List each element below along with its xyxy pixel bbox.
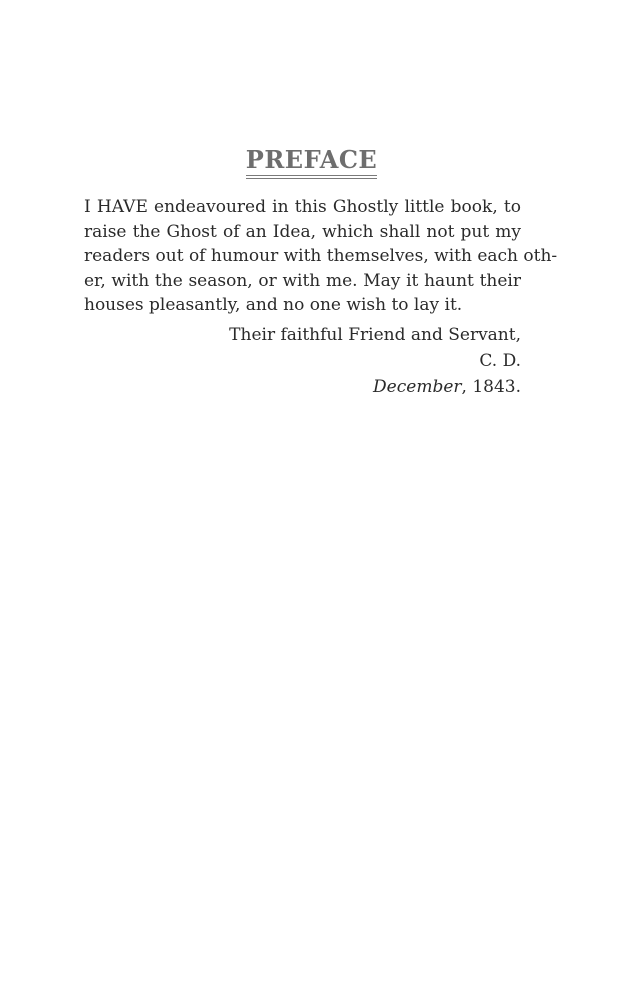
date-year: , 1843. xyxy=(461,377,521,397)
date-line xyxy=(84,374,521,400)
paragraph-line: er, with the season, or with me. May it haunt their xyxy=(84,270,521,291)
book-page xyxy=(84,0,558,1000)
page-title xyxy=(84,138,521,179)
preface-paragraph xyxy=(84,195,558,318)
author-initials: C. D. xyxy=(479,351,521,371)
paragraph-line: houses pleasantly, and no one wish to lay it. xyxy=(84,295,463,315)
paragraph-line: readers out of humour with themselves, with each oth- xyxy=(84,246,558,266)
paragraph-line: raise the Ghost of an Idea, which shall not put my xyxy=(84,221,521,242)
salutation: Their faithful Friend and Servant, xyxy=(229,325,521,345)
signature-block xyxy=(84,322,521,400)
date-month: December xyxy=(373,377,462,397)
preface-heading: PREFACE xyxy=(246,145,377,179)
paragraph-line: I HAVE endeavoured in this Ghostly little book, to xyxy=(84,197,521,217)
